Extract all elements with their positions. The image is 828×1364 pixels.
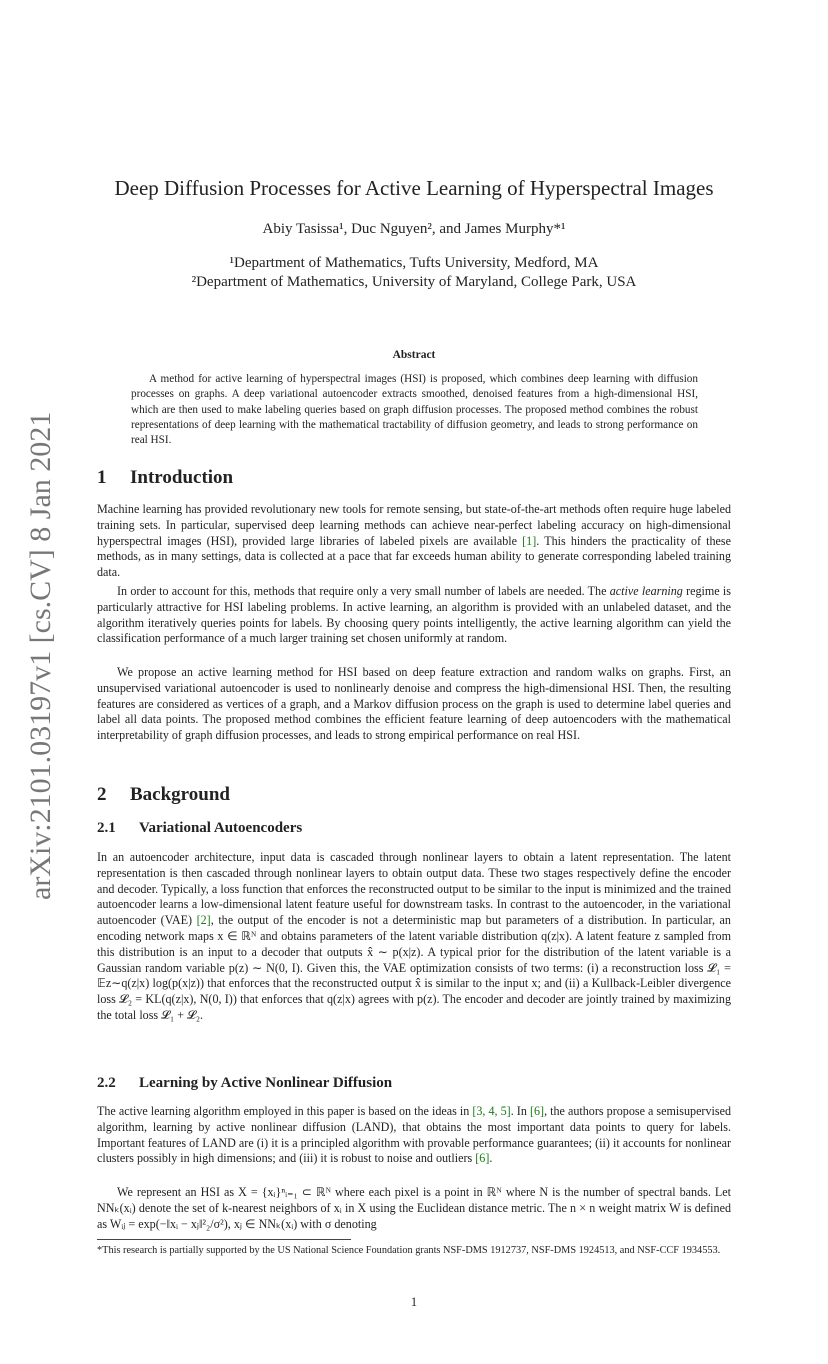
affiliation-2: ²Department of Mathematics, University of Maryland, College Park, USA — [191, 274, 637, 290]
text-run: , the output of the encoder is not a deterministic map but parameters of a distribution. In particular, an encoding network maps x ∈ ℝᴺ and obtains parameters of the latent variable distribution q(z|x). A latent feature z sampled from this distribution is an input to a decoder that outputs x̂ ∼ p(x|z). A typical prior for the distribution of the latent variable is a Gaussian random variable p(z) ∼ N(0, I). Given this, the VAE optimization consists of two terms: (i) a reconstruction loss 𝓛₁ = 𝔼z∼q(z|x) log(p(x|z)) that enforces that the reconstructed output x̂ is similar to the input x; and (ii) a Kullback-Leibler divergence loss 𝓛₂ = KL(q(z|x), N(0, I)) that enforces that q(z|x) agrees with p(z). The encoder and decoder are jointly trained by maximizing the total loss 𝓛₁ + 𝓛₂. — [97, 913, 731, 1022]
intro-paragraph-2 — [97, 584, 731, 647]
footnote-divider — [97, 1239, 351, 1240]
subsection-number: 2.1 — [97, 820, 116, 836]
text-run: regime is particularly attractive for HSI labeling problems. In active learning, an algorithm is provided with an unlabeled dataset, and the algorithm iteratively queries points for labels. By choosing query points intelligently, the active learning algorithm can yield the classification performance of a much larger training set chosen uniformly at random. — [97, 584, 731, 646]
text-run: In order to account for this, methods that require only a very small number of labels are needed. The — [117, 584, 610, 598]
citation-link[interactable]: [2] — [196, 913, 211, 928]
page-number: 1 — [410, 1295, 418, 1309]
citation-link[interactable]: [6] — [475, 1151, 490, 1166]
citation-link[interactable]: [3, 4, 5] — [472, 1104, 511, 1118]
section-heading-background — [97, 784, 230, 806]
subsection-heading-land — [97, 1075, 392, 1092]
funding-footnote: *This research is partially supported by the US National Science Foundation grants NSF-DMS 1912737, NSF-DMS 1924513, and NSF-CCF 1934553. — [97, 1245, 721, 1256]
text-run: . — [489, 1151, 493, 1166]
land-paragraph-2: We represent an HSI as X = {xᵢ}ⁿᵢ₌₁ ⊂ ℝᴺ where each pixel is a point in ℝᴺ where N is the number of spectral bands. Let NNₖ(xᵢ) denote the set of k-nearest neighbors of xᵢ in X using the Euclidean distance metric. The n × n weight matrix W is defined as Wᵢⱼ = exp(−‖xᵢ − xⱼ‖²₂/σ²), xⱼ ∈ NNₖ(xᵢ) with σ denoting — [97, 1185, 731, 1231]
subsection-number: 2.2 — [97, 1075, 116, 1091]
text-run: . This hinders the practicality of these methods, as in many settings, data is collected at a pace that far exceeds human ability to generate corresponding labeled training data. — [97, 533, 731, 580]
intro-paragraph-3: We propose an active learning method for HSI based on deep feature extraction and random walks on graphs. First, an unsupervised variational autoencoder is used to nonlinearly denoise and compress the high-dimensional HSI. Then, the resulting features are considered as vertices of a graph, and a Markov diffusion process on the graph is used to determine label queries and label all data points. The proposed method combines the efficient feature learning of deep autoencoders with the mathematical interpretability of graph diffusion processes, and leads to strong empirical performance on real HSI. — [97, 665, 731, 743]
text-run: Machine learning has provided revolutionary new tools for remote sensing, but state-of-the-art methods often require huge labeled training sets. In particular, supervised deep learning methods can achieve near-perfect labeling accuracy on high-dimensional hyperspectral images (HSI), provided large libraries of labeled pixels are available — [97, 502, 731, 548]
subsection-title: Variational Autoencoders — [139, 820, 303, 836]
section-number: 1 — [97, 467, 107, 488]
intro-paragraph-1 — [97, 502, 731, 581]
text-run: In an autoencoder architecture, input data is cascaded through nonlinear layers to obtain a latent representation. The latent representation is then cascaded through nonlinear layers to obtain output data. These two stages respectively define the encoder and decoder. Typically, a loss function that enforces the reconstructed output to be similar to the input is minimized and the trained autoencoder learns a low-dimensional latent feature useful for downstream tasks. In contrast to the autoencoder, in the variational autoencoder (VAE) — [97, 850, 731, 928]
text-run: The active learning algorithm employed in this paper is based on the ideas in — [97, 1104, 473, 1118]
subsection-heading-vae — [97, 820, 302, 837]
text-run: , the authors propose a semisupervised algorithm, learning by active nonlinear diffusion (LAND), that obtains the most important data points to query for labels. Important features of LAND are (i) it is a principled algorithm with provable performance guarantees; (ii) it accounts for nonlinear clusters possibly in high dimensions; and (iii) it is robust to noise and outliers — [97, 1104, 731, 1166]
text-run: . In — [510, 1104, 530, 1118]
affiliation-1: ¹Department of Mathematics, Tufts University, Medford, MA — [229, 255, 599, 271]
author-list: Abiy Tasissa¹, Duc Nguyen², and James Murphy*¹ — [262, 221, 566, 237]
emphasized-term: active learning — [609, 584, 683, 598]
section-title: Background — [130, 784, 230, 805]
section-number: 2 — [97, 784, 107, 805]
abstract-heading: Abstract — [392, 349, 436, 361]
subsection-title: Learning by Active Nonlinear Diffusion — [139, 1075, 393, 1091]
vae-paragraph — [97, 850, 731, 1024]
section-title: Introduction — [130, 467, 234, 488]
citation-link[interactable]: [1] — [522, 533, 537, 548]
abstract-text: A method for active learning of hyperspectral images (HSI) is proposed, which combines deep learning with diffusion processes on graphs. A deep variational autoencoder extracts smoothed, denoised features from a high-dimensional HSI, which are then used to make labeling queries based on graph diffusion processes. The proposed method combines the robust representations of deep learning with the mathematical tractability of diffusion geometry, and leads to strong performance on real HSI. — [131, 373, 698, 447]
paper-title: Deep Diffusion Processes for Active Learning of Hyperspectral Images — [114, 176, 714, 200]
land-paragraph-1 — [97, 1104, 731, 1167]
section-heading-introduction — [97, 467, 233, 489]
citation-link[interactable]: [6] — [529, 1104, 545, 1118]
arxiv-identifier: arXiv:2101.03197v1 [cs.CV] 8 Jan 2021 — [24, 411, 57, 900]
